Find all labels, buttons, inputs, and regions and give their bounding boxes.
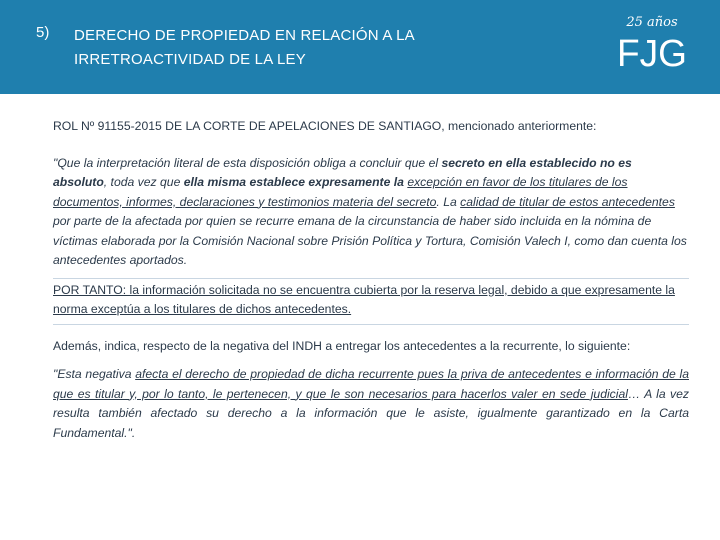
quote1-part-3: , toda vez que bbox=[103, 175, 184, 189]
quote1-part-2: secreto en ella establecido no es absoluto bbox=[53, 155, 632, 189]
court-quote bbox=[53, 154, 689, 271]
indh-quote bbox=[53, 365, 689, 443]
slide-body bbox=[53, 117, 689, 443]
quote1-part-5: excepción en favor de los titulares de los documentos, informes, declaraciones y testimonios materia del secreto bbox=[53, 175, 628, 209]
ademas-paragraph: Además, indica, respecto de la negativa del INDH a entregar los antecedentes a la recurrente, lo siguiente: bbox=[53, 338, 631, 353]
quote1-part-8: por parte de la afectada por quien se recurre emana de la circunstancia de haber sido incluida en la nómina de víctimas bbox=[53, 214, 652, 248]
rol-rest: , mencionado anteriormente: bbox=[441, 119, 597, 133]
quote1-part-9: elaborada por la Comisión Nacional sobre Prisión Política y Tortura, Comisión Valech I, como dan cuenta los antecedentes aportados. bbox=[53, 233, 687, 267]
quote2-part-3: … A la vez resulta también afectado su derecho a la información que le asiste, igualmente garantizado en la Carta Fundamental.". bbox=[53, 386, 689, 440]
por-tanto-paragraph: POR TANTO: la información solicitada no se encuentra cubierta por la reserva legal, debido a que expresamente la norma exceptúa a los titulares de dichos antecedentes. bbox=[53, 278, 689, 325]
quote2-part-2: afecta el derecho de propiedad de dicha recurrente pues la priva de antecedentes e información de la que es titular y, por lo tanto, le pertenecen, y que le son necesarios para hacerlos valer en sede judicial bbox=[53, 367, 689, 401]
section-number: 5) bbox=[36, 24, 50, 41]
quote1-part-4: ella misma establece expresamente la bbox=[183, 175, 408, 189]
quote2-part-1: "Esta negativa bbox=[53, 367, 136, 381]
fjg-logo bbox=[612, 10, 692, 88]
slide-title-line-1: DERECHO DE PROPIEDAD EN RELACIÓN A LA bbox=[74, 27, 415, 44]
quote1-part-1: "Que la interpretación literal de esta disposición obliga a concluir que el bbox=[53, 155, 442, 170]
slide-title-line-2: IRRETROACTIVIDAD DE LA LEY bbox=[74, 51, 306, 68]
rol-paragraph bbox=[53, 117, 689, 137]
quote1-part-7: calidad de titular de estos antecedentes bbox=[460, 194, 675, 209]
slide-header bbox=[0, 0, 720, 94]
quote1-part-6: . La bbox=[436, 194, 461, 209]
rol-reference: ROL Nº 91155-2015 DE LA CORTE DE APELACIONES DE SANTIAGO bbox=[53, 119, 442, 133]
logo-letters: FJG bbox=[617, 33, 687, 75]
slide-title bbox=[74, 24, 544, 72]
logo-tagline: 25 años bbox=[626, 15, 678, 30]
